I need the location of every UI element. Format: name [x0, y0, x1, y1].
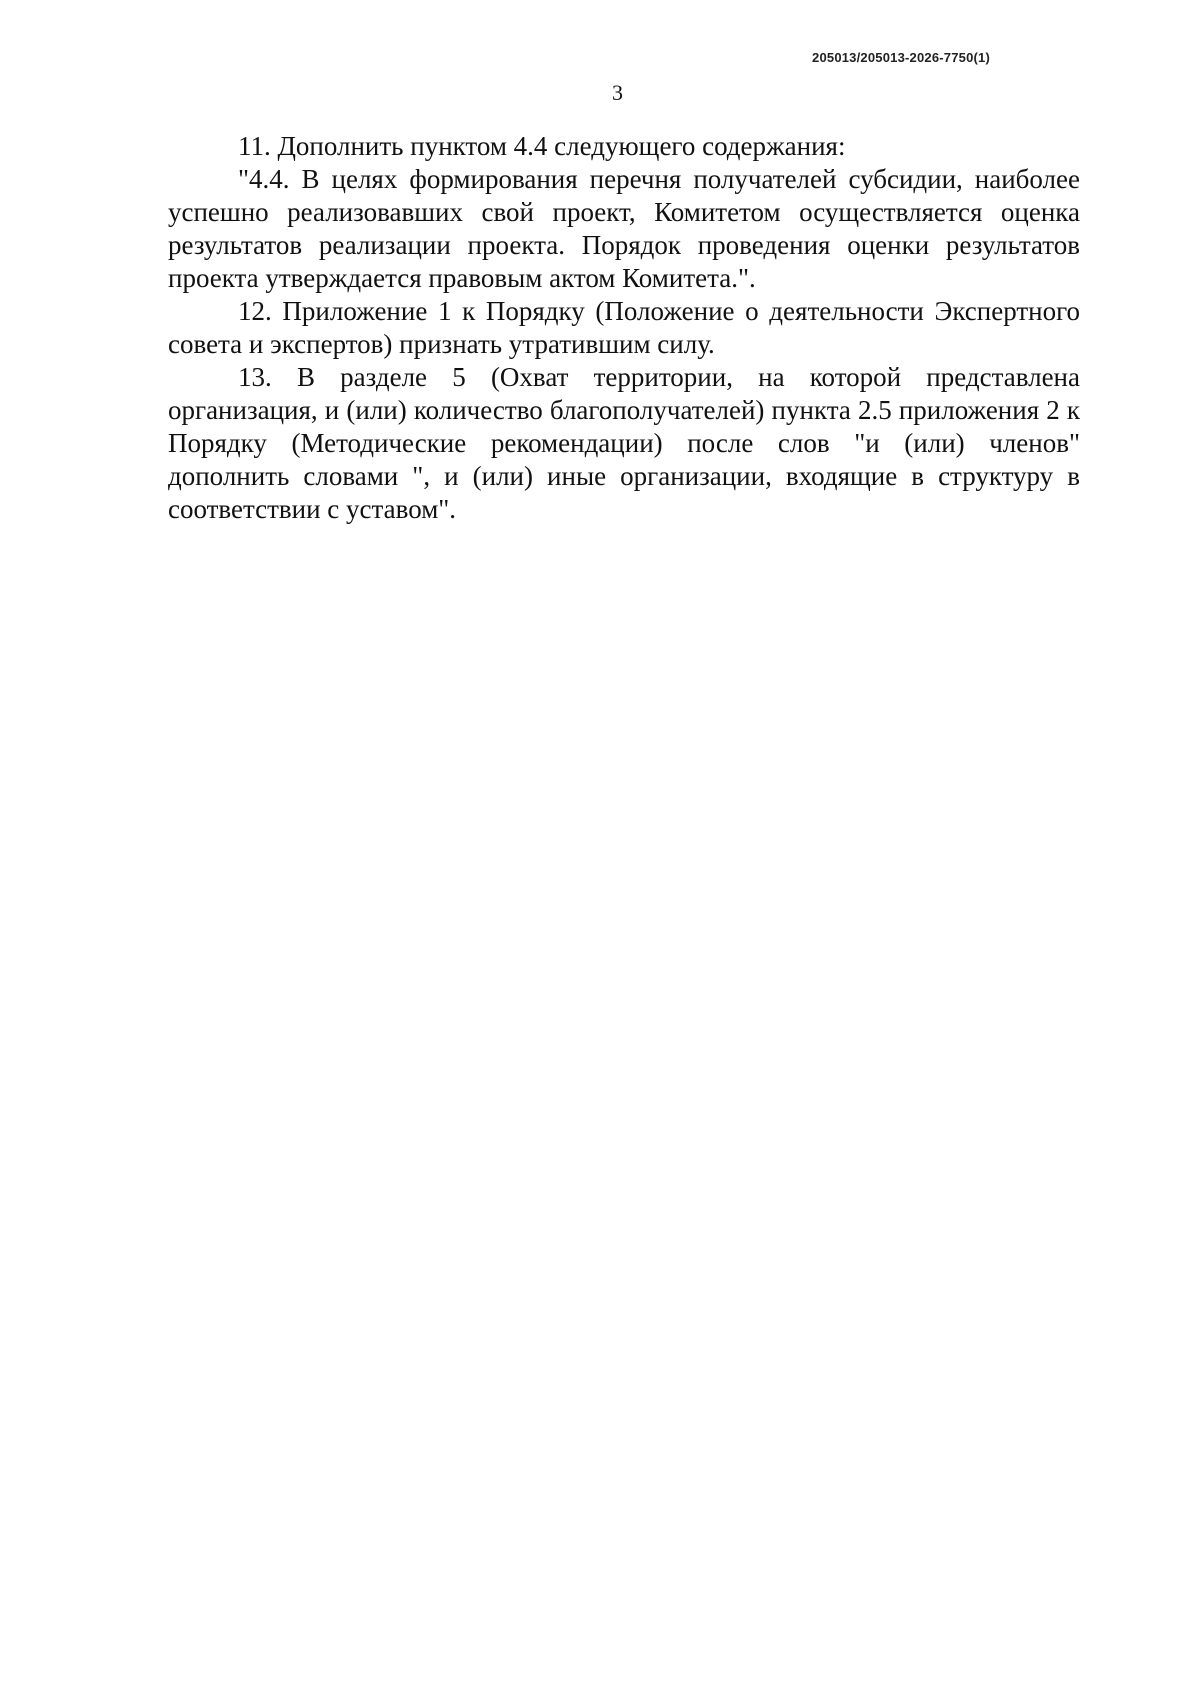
paragraph-item-13: 13. В разделе 5 (Охват территории, на которой представлена организация, и (или) количество благополучателей) пункта 2.5 приложения 2 к Порядку (Методические рекомендации) после слов "и (или) членов" дополнить словами ", и (или) иные организации, входящие в структуру в соответствии с уставом".	[168, 362, 1080, 524]
page-number: 3	[612, 80, 623, 105]
paragraph-item-12: 12. Приложение 1 к Порядку (Положение о деятельности Экспертного совета и экспертов) признать утратившим силу.	[168, 296, 1080, 359]
paragraph-item-4-4-quote: "4.4. В целях формирования перечня получателей субсидии, наиболее успешно реализовавших свой проект, Комитетом осуществляется оценка результатов реализации проекта. Порядок проведения оценки результатов проекта утверждается правовым актом Комитета.".	[168, 164, 1080, 293]
document-body	[168, 130, 1080, 526]
paragraph-item-11: 11. Дополнить пунктом 4.4 следующего содержания:	[238, 131, 846, 161]
registration-number: 205013/205013-2026-7750(1)	[812, 50, 990, 65]
